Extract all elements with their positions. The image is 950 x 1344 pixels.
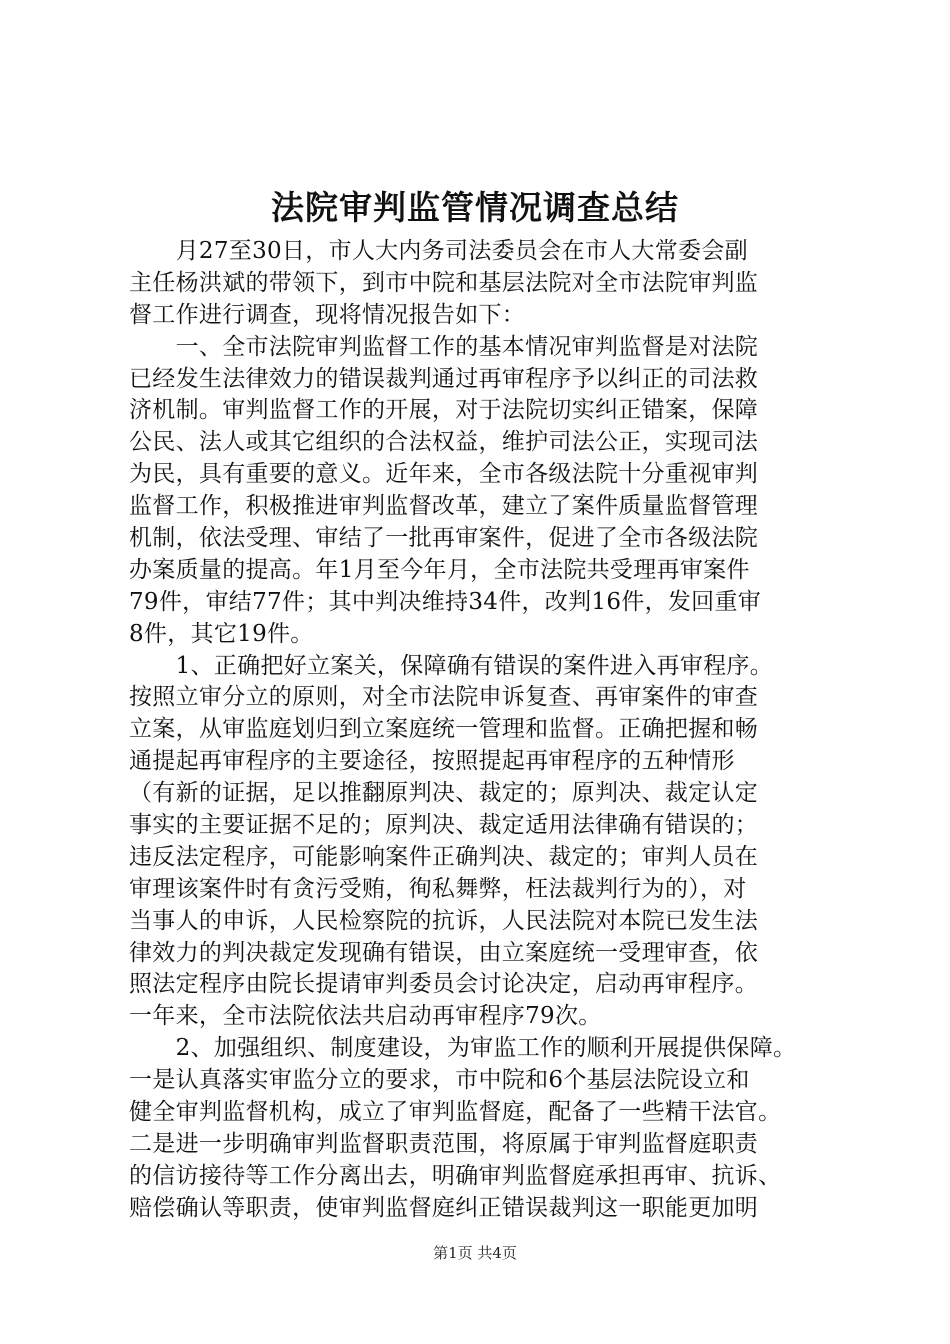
body-text-line: （有新的证据，足以推翻原判决、裁定的；原判决、裁定认定 [129, 780, 759, 807]
body-text-line: 照法定程序由院长提请审判委员会讨论决定，启动再审程序。 [129, 971, 759, 998]
body-text-line: 立案，从审监庭划归到立案庭统一管理和监督。正确把握和畅 [129, 716, 759, 743]
body-text-line: 一年来，全市法院依法共启动再审程序79次。 [129, 1003, 602, 1030]
body-text-line: 主任杨洪斌的带领下，到市中院和基层法院对全市法院审判监 [129, 269, 759, 296]
page-footer: 第1页 共4页 [433, 1244, 517, 1262]
body-text-line: 事实的主要证据不足的；原判决、裁定适用法律确有错误的； [129, 812, 759, 839]
body-text-line: 8件，其它19件。 [129, 620, 314, 647]
body-text-line: 办案质量的提高。年1月至今年月，全市法院共受理再审案件 [129, 556, 750, 583]
body-text-line: 公民、法人或其它组织的合法权益，维护司法公正，实现司法 [129, 429, 759, 456]
body-text-line: 的信访接待等工作分离出去，明确审判监督庭承担再审、抗诉、 [129, 1162, 782, 1189]
body-text-line: 按照立审分立的原则，对全市法院申诉复查、再审案件的审查 [129, 684, 759, 711]
body-text-line: 当事人的申诉，人民检察院的抗诉，人民法院对本院已发生法 [129, 907, 759, 934]
body-text-line: 健全审判监督机构，成立了审判监督庭，配备了一些精干法官。 [129, 1099, 782, 1126]
document-title: 法院审判监管情况调查总结 [271, 188, 679, 227]
document-body [129, 236, 841, 1225]
body-text-line: 律效力的判决裁定发现确有错误，由立案庭统一受理审查，依 [129, 939, 759, 966]
body-text-line: 通提起再审程序的主要途径，按照提起再审程序的五种情形 [129, 748, 735, 775]
body-text-line: 79件，审结77件；其中判决维持34件，改判16件，发回重审 [129, 588, 762, 615]
body-text-line: 济机制。审判监督工作的开展，对于法院切实纠正错案，保障 [129, 397, 759, 424]
body-text-line: 监督工作，积极推进审判监督改革，建立了案件质量监督管理 [129, 493, 759, 520]
body-text-line: 一、全市法院审判监督工作的基本情况审判监督是对法院 [129, 333, 759, 360]
body-text-line: 二是进一步明确审判监督职责范围，将原属于审判监督庭职责 [129, 1130, 759, 1157]
body-text-line: 赔偿确认等职责，使审判监督庭纠正错误裁判这一职能更加明 [129, 1194, 759, 1221]
body-text-line: 审理该案件时有贪污受贿，徇私舞弊，枉法裁判行为的），对 [129, 875, 747, 902]
body-text-line: 1、正确把好立案关，保障确有错误的案件进入再审程序。 [129, 652, 774, 679]
body-text-line: 月27至30日，市人大内务司法委员会在市人大常委会副 [129, 238, 748, 264]
body-text-line: 督工作进行调查，现将情况报告如下： [129, 301, 526, 328]
body-text-line: 为民，具有重要的意义。近年来，全市各级法院十分重视审判 [129, 461, 759, 488]
body-text-line: 机制，依法受理、审结了一批再审案件，促进了全市各级法院 [129, 525, 759, 552]
body-text-line: 违反法定程序，可能影响案件正确判决、裁定的；审判人员在 [129, 843, 759, 870]
body-text-line: 已经发生法律效力的错误裁判通过再审程序予以纠正的司法救 [129, 365, 759, 392]
body-text-line: 一是认真落实审监分立的要求，市中院和6个基层法院设立和 [129, 1067, 750, 1094]
body-text-line: 2、加强组织、制度建设，为审监工作的顺利开展提供保障。 [129, 1035, 797, 1062]
